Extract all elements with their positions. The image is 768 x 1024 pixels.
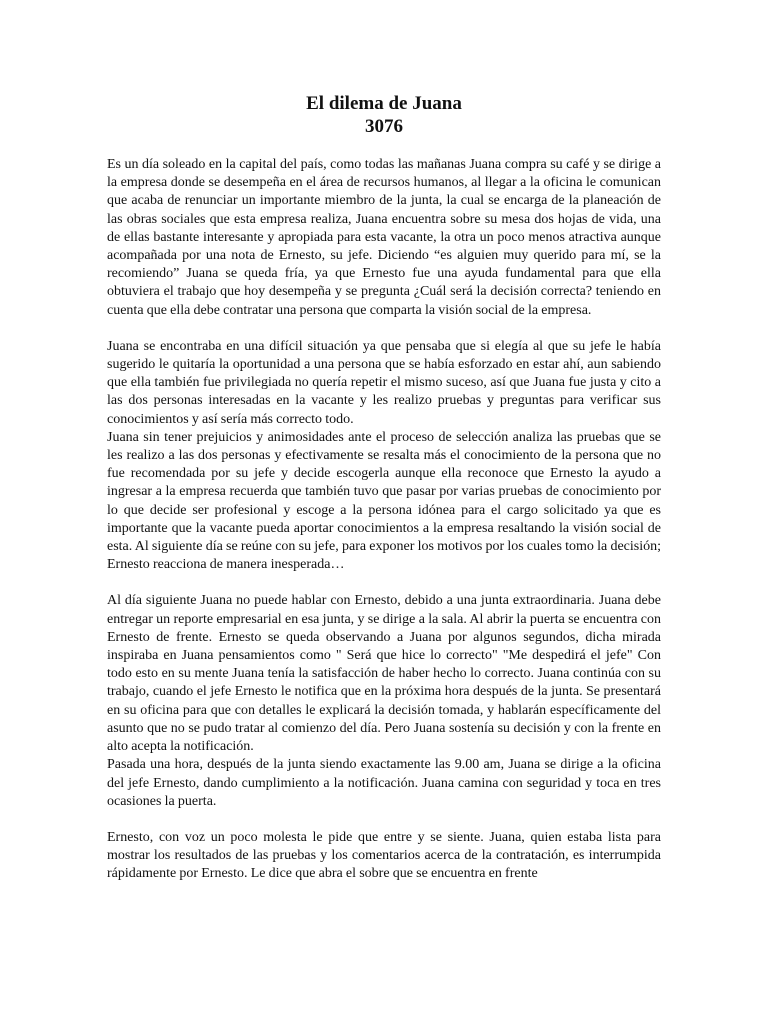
paragraph-3: Juana sin tener prejuicios y animosidades ante el proceso de selección analiza las pruebas que se les realizo a las dos personas y efectivamente se resalta más el conocimiento de la persona que no fue recomendada por su jefe y decide escogerla aunque ella reconoce que Ernesto la ayudo a ingresar a la empresa recuerda que también tuvo que pasar por varias pruebas de conocimiento por lo que decide ser profesional y escoge a la persona idónea para el cargo solicitado ya que es importante que la vacante pueda aportar conocimientos a la empresa resaltando la visión social de esta. Al siguiente día se reúne con su jefe, para exponer los motivos por los cuales tomo la decisión; Ernesto reacciona de manera inesperada… — [107, 429, 661, 573]
paragraph-4: Al día siguiente Juana no puede hablar con Ernesto, debido a una junta extraordinaria. Juana debe entregar un reporte empresarial en esa junta, y se dirige a la sala. Al abrir la puerta se encuentra con Ernesto de frente. Ernesto se queda observando a Juana por algunos segundos, dicha mirada inspiraba en Juana pensamientos como " Será que hice lo correcto" "Me despedirá el jefe" Con todo esto en su mente Juana tenía la satisfacción de haber hecho lo correcto. Juana continúa con su trabajo, cuando el jefe Ernesto le notifica que en la próxima hora después de la junta. Se presentará en su oficina para que con detalles le explicará la decisión tomada, y hablarán específicamente del asunto que no se pudo tratar al comienzo del día. Pero Juana sostenía su decisión y con la frente en alto acepta la notificación. — [107, 593, 661, 755]
document-body — [107, 156, 661, 884]
paragraph-5: Pasada una hora, después de la junta siendo exactamente las 9.00 am, Juana se dirige a la oficina del jefe Ernesto, dando cumplimiento a la notificación. Juana camina con seguridad y toca en tres ocasiones la puerta. — [107, 757, 661, 809]
paragraph-6: Ernesto, con voz un poco molesta le pide que entre y se siente. Juana, quien estaba lista para mostrar los resultados de las pruebas y los comentarios acerca de la contratación, es interrumpida rápidamente por Ernesto. Le dice que abra el sobre que se encuentra en frente — [107, 829, 661, 882]
title-block — [0, 92, 768, 138]
paragraph-2: Juana se encontraba en una difícil situación ya que pensaba que si elegía al que su jefe le había sugerido le quitaría la oportunidad a una persona que se había esforzado en estar ahí, aun sabiendo que ella también fue privilegiada no quería repetir el mismo suceso, así que Juana fue justa y cito a las dos personas interesadas en la vacante y les realizo pruebas y preguntas para verificar sus conocimientos y así sería más correcto todo. — [107, 338, 661, 427]
document-title: El dilema de Juana — [306, 93, 462, 114]
paragraph-gap — [107, 574, 661, 592]
paragraph-gap — [107, 320, 661, 338]
paragraph-gap — [107, 811, 661, 829]
document-number: 3076 — [365, 116, 403, 137]
paragraph-1: Es un día soleado en la capital del país, como todas las mañanas Juana compra su café y se dirige a la empresa donde se desempeña en el área de recursos humanos, al llegar a la oficina le comunican que acaba de renunciar un importante miembro de la junta, la cual se encarga de la planeación de las obras sociales que esta empresa realiza, Juana encuentra sobre su mesa dos hojas de vida, una de ellas bastante interesante y apropiada para esta vacante, la otra un poco menos atractiva aunque acompañada por una nota de Ernesto, su jefe. Diciendo “es alguien muy querido para mí, se la recomiendo” Juana se queda fría, ya que Ernesto fue una ayuda fundamental para que ella obtuviera el trabajo que hoy desempeña y se pregunta ¿Cuál será la decisión correcta? teniendo en cuenta que ella debe contratar una persona que comparta la visión social de la empresa. — [107, 157, 661, 318]
